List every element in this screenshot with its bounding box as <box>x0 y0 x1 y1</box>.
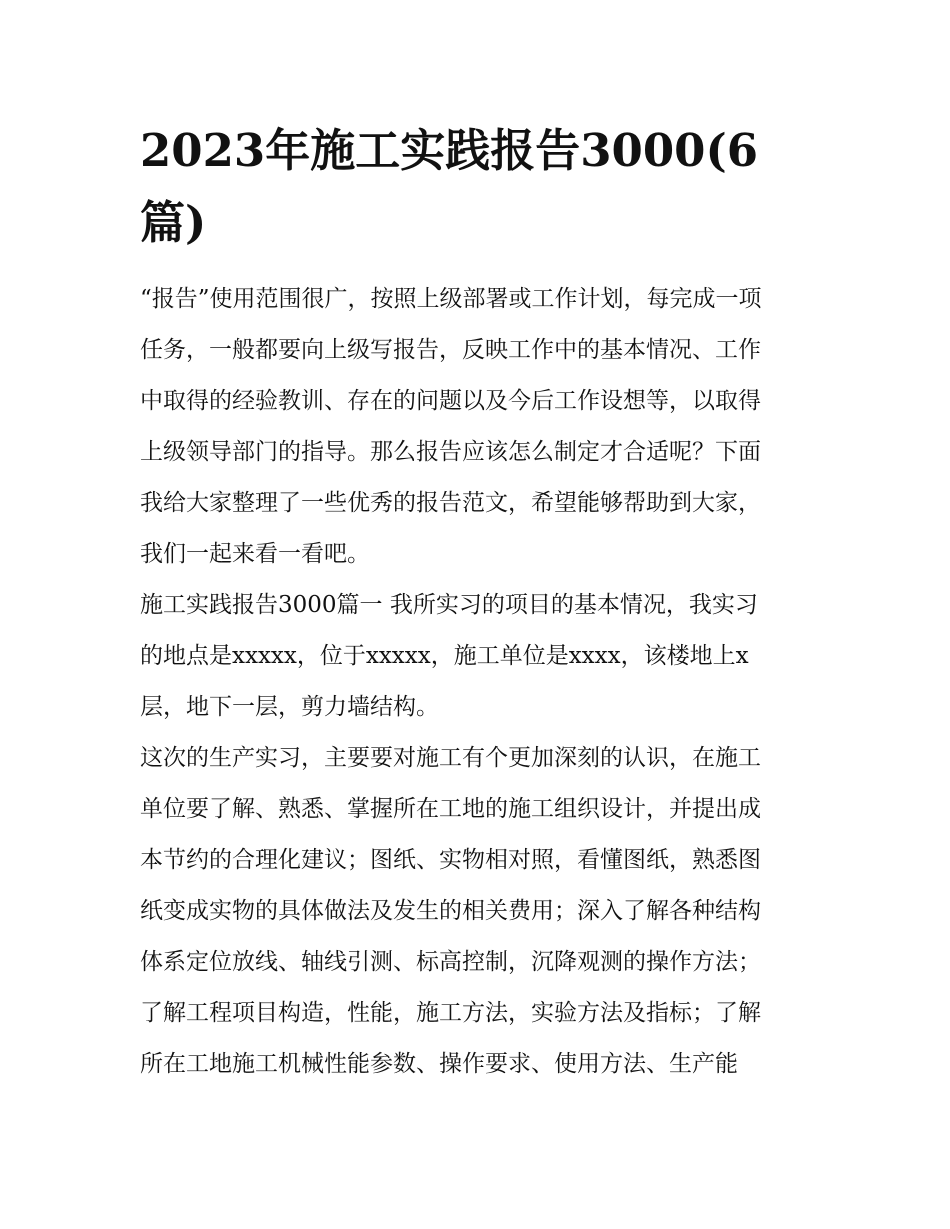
text-line: 本节约的合理化建议；图纸、实物相对照，看懂图纸，熟悉图 <box>140 847 761 873</box>
text-line: 所在工地施工机械性能参数、操作要求、使用方法、生产能 <box>140 1051 738 1077</box>
title-line: 2023年施工实践报告3000(6 <box>140 124 759 177</box>
intro-paragraph <box>140 274 820 580</box>
text-line: 层，地下一层，剪力墙结构。 <box>140 694 439 720</box>
project-info-paragraph <box>140 580 820 733</box>
text-line: 纸变成实物的具体做法及发生的相关费用；深入了解各种结构 <box>140 898 761 924</box>
text-line: 我们一起来看一看吧。 <box>140 541 370 567</box>
text-line: “报告”使用范围很广，按照上级部署或工作计划，每完成一项 <box>140 286 762 312</box>
document-body <box>140 274 820 1090</box>
text-line: 的地点是xxxxx，位于xxxxx，施工单位是xxxx，该楼地上x <box>140 643 749 669</box>
text-line: 我给大家整理了一些优秀的报告范文，希望能够帮助到大家， <box>140 490 761 516</box>
internship-goals-paragraph <box>140 733 820 1090</box>
text-line: 上级领导部门的指导。那么报告应该怎么制定才合适呢？下面 <box>140 439 761 465</box>
text-line: 体系定位放线、轴线引测、标高控制，沉降观测的操作方法； <box>140 949 761 975</box>
document-title <box>140 118 820 254</box>
text-line: 任务，一般都要向上级写报告，反映工作中的基本情况、工作 <box>140 337 761 363</box>
text-line: 这次的生产实习，主要要对施工有个更加深刻的认识，在施工 <box>140 745 761 771</box>
text-line: 中取得的经验教训、存在的问题以及今后工作设想等，以取得 <box>140 388 761 414</box>
document-content <box>140 118 820 1090</box>
text-line: 施工实践报告3000篇一 我所实习的项目的基本情况，我实习 <box>140 592 758 618</box>
text-line: 单位要了解、熟悉、掌握所在工地的施工组织设计，并提出成 <box>140 796 761 822</box>
title-line: 篇) <box>140 196 207 249</box>
text-line: 了解工程项目构造，性能，施工方法，实验方法及指标；了解 <box>140 1000 761 1026</box>
